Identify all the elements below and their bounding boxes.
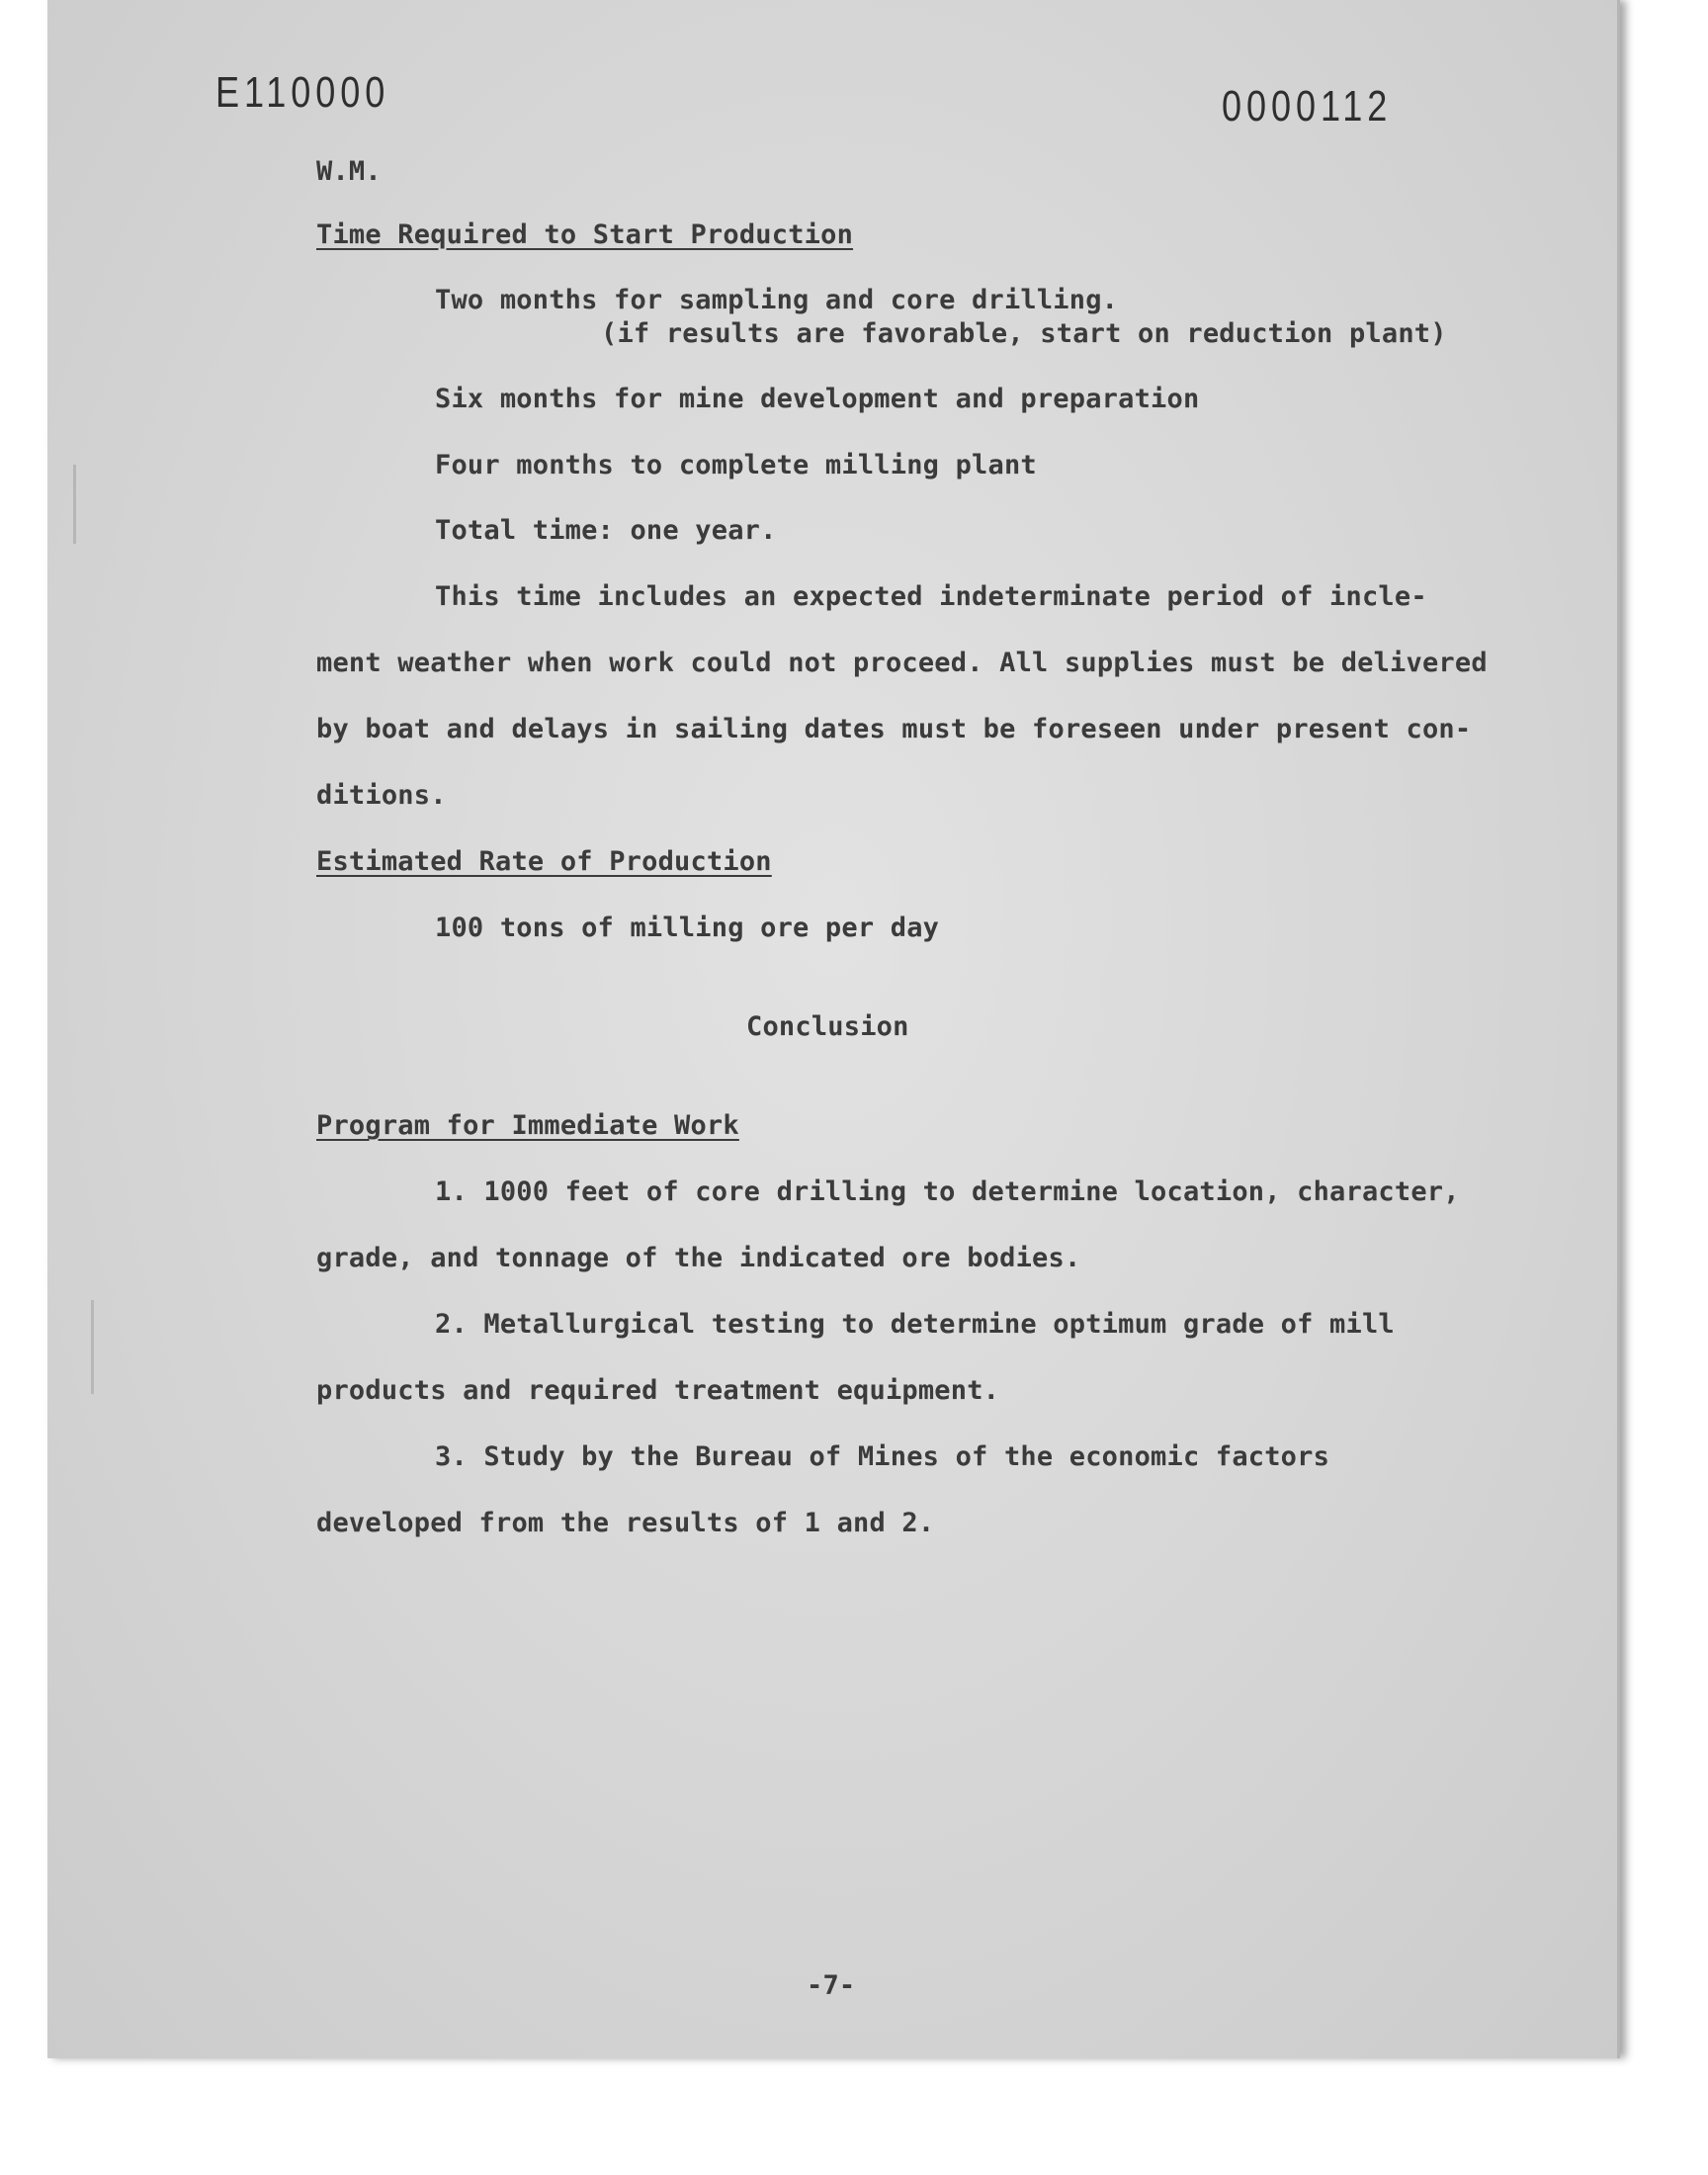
document-number-stamp-right: 0000112: [1222, 82, 1393, 130]
program-item-2-line-1: 2. Metallurgical testing to determine optimum grade of mill: [435, 1309, 1395, 1340]
paragraph-line-2: ment weather when work could not proceed. All supplies must be delivered: [316, 648, 1488, 678]
time-line-sampling: Two months for sampling and core drilling.: [435, 285, 1119, 315]
program-item-1-line-2: grade, and tonnage of the indicated ore bodies.: [316, 1243, 1081, 1273]
heading-estimated-rate: Estimated Rate of Production: [316, 846, 772, 877]
paragraph-line-1: This time includes an expected indeterminate period of incle-: [435, 581, 1427, 612]
program-item-3-line-1: 3. Study by the Bureau of Mines of the economic factors: [435, 1441, 1330, 1472]
program-item-1-line-1: 1. 1000 feet of core drilling to determine location, character,: [435, 1176, 1460, 1207]
page-number: -7-: [807, 1970, 856, 2001]
time-line-note: (if results are favorable, start on reduction plant): [601, 318, 1447, 349]
program-item-2-line-2: products and required treatment equipment.: [316, 1375, 1000, 1406]
heading-program: Program for Immediate Work: [316, 1110, 739, 1141]
paragraph-line-4: ditions.: [316, 780, 447, 811]
binding-mark-upper: [73, 465, 76, 544]
time-line-mine: Six months for mine development and preparation: [435, 384, 1200, 414]
author-initials: W.M.: [316, 156, 382, 187]
binding-mark-lower: [91, 1300, 94, 1394]
paragraph-line-3: by boat and delays in sailing dates must be foreseen under present con-: [316, 714, 1472, 744]
time-line-milling: Four months to complete milling plant: [435, 450, 1037, 480]
conclusion-title: Conclusion: [746, 1011, 909, 1042]
program-item-3-line-2: developed from the results of 1 and 2.: [316, 1508, 935, 1538]
time-line-total: Total time: one year.: [435, 515, 777, 546]
heading-time-required: Time Required to Start Production: [316, 219, 854, 250]
document-number-stamp-left: E110000: [215, 68, 390, 117]
rate-line: 100 tons of milling ore per day: [435, 913, 940, 943]
